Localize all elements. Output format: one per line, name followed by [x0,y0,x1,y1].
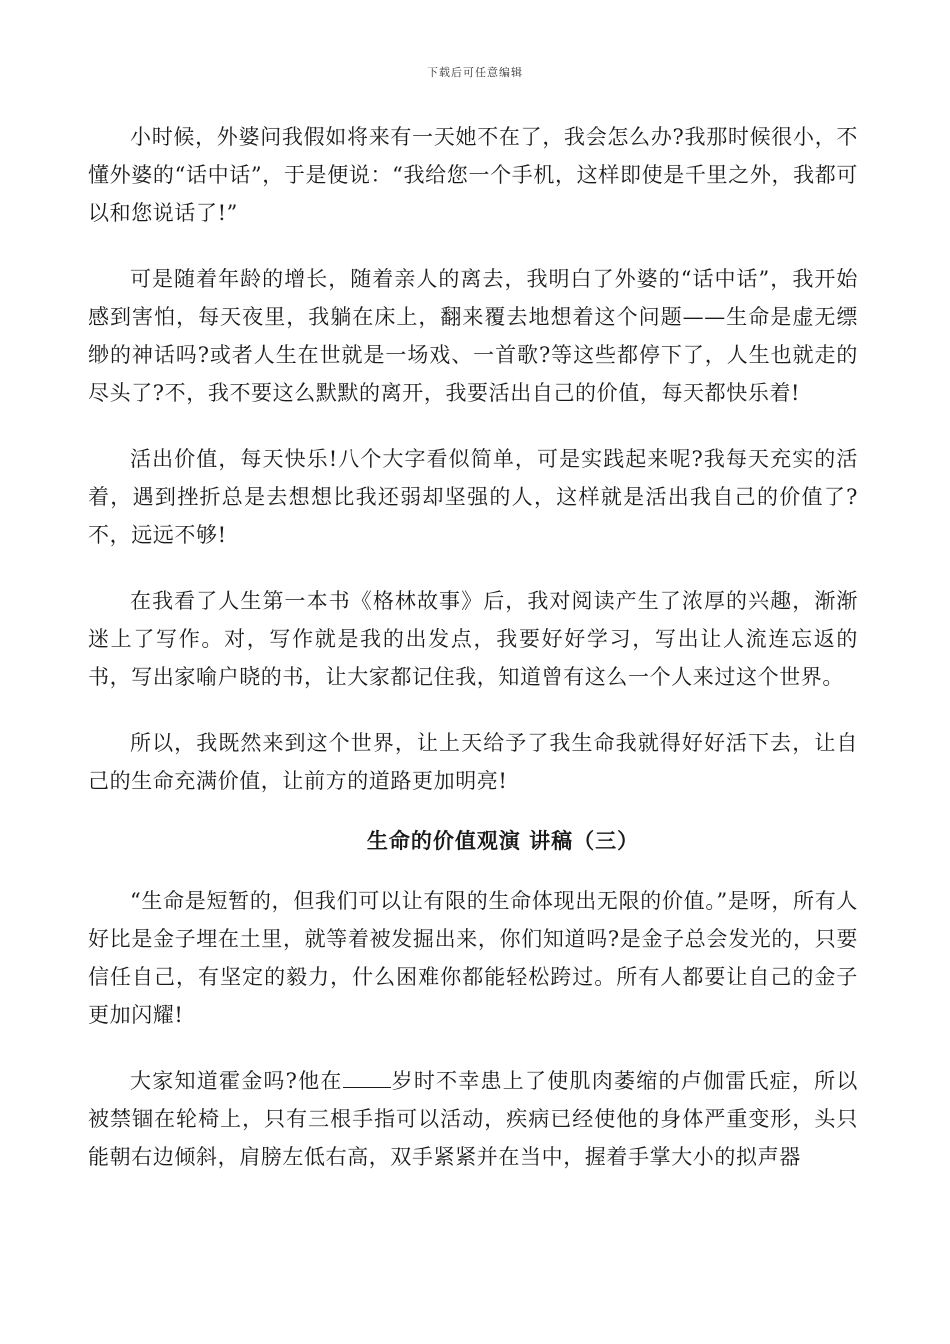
paragraph-1: 小时候，外婆问我假如将来有一天她不在了，我会怎么办?我那时候很小，不懂外婆的“话中话”，于是便说：“我给您一个手机，这样即使是千里之外，我都可以和您说话了!” [88,125,858,225]
paragraph-7-end: 岁时不幸患上了使肌肉萎缩的卢伽雷氏症，所以被禁锢在轮椅上，只有三根手指可以活动，疾病已经使他的身体严重变形，头只能朝右边倾斜，肩膀左低右高，双手紧紧并在当中，握着手掌大小的拟声器 [88,1069,858,1169]
paragraph-4: 在我看了人生第一本书《格林故事》后，我对阅读产生了浓厚的兴趣，渐渐迷上了写作。对，写作就是我的出发点，我要好好学习，写出让人流连忘返的书，写出家喻户晓的书，让大家都记住我，知道曾有这么一个人来过这个世界。 [88,589,858,689]
paragraph-7-start: 大家知道霍金吗?他在 [130,1069,343,1093]
paragraph-2: 可是随着年龄的增长，随着亲人的离去，我明白了外婆的“话中话”，我开始感到害怕，每天夜里，我躺在床上，翻来覆去地想着这个问题——生命是虚无缥缈的神话吗?或者人生在世就是一场戏、一首歌?等这些都停下了，人生也就走的尽头了?不，我不要这么默默的离开，我要活出自己的价值，每天都快乐着! [88,267,858,405]
section-title: 生命的价值观演 讲稿（三） [366,828,640,853]
paragraph-6: “生命是短暂的，但我们可以让有限的生命体现出无限的价值。”是呀，所有人好比是金子埋在土里，就等着被发掘出来，你们知道吗?是金子总会发光的，只要信任自己，有坚定的毅力，什么困难你都能轻松跨过。所有人都要让自己的金子更加闪耀! [88,889,858,1027]
paragraph-7 [88,1062,858,1176]
document-body [88,118,858,1204]
paragraph-3: 活出价值，每天快乐!八个大字看似简单，可是实践起来呢?我每天充实的活着，遇到挫折总是去想想比我还弱却坚强的人，这样就是活出我自己的价值了?不，远远不够! [88,447,858,547]
header-note: 下载后可任意编辑 [427,66,523,79]
fill-in-blank [343,1068,391,1088]
paragraph-5: 所以，我既然来到这个世界，让上天给予了我生命我就得好好活下去，让自己的生命充满价值，让前方的道路更加明亮! [88,731,858,793]
